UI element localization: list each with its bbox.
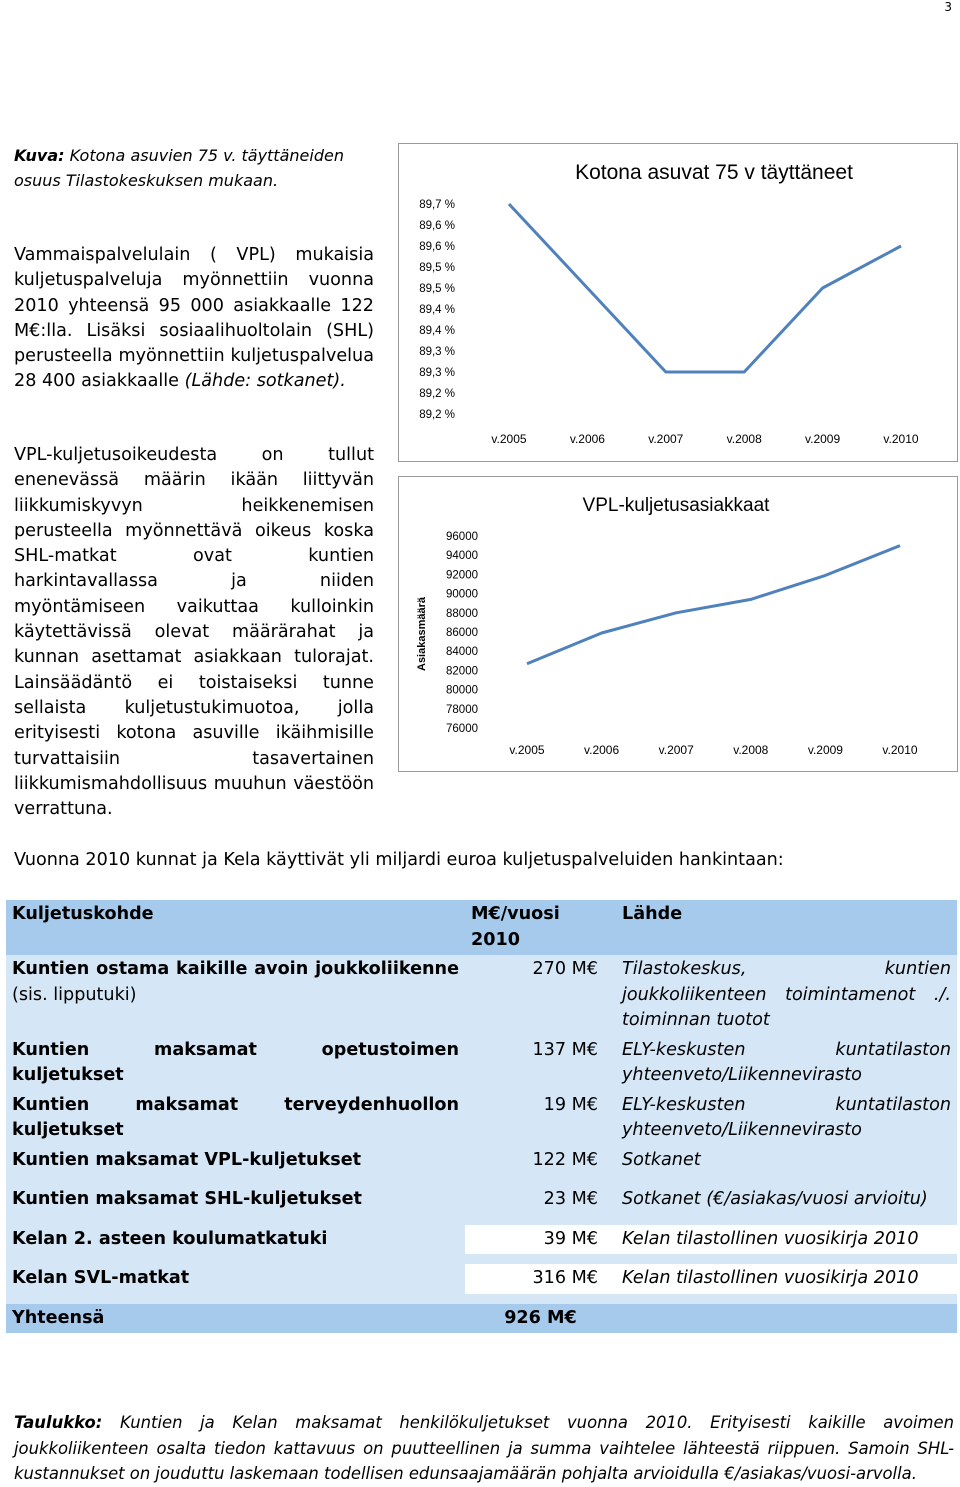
table-row [6, 1264, 957, 1294]
x-tick-label: v.2008 [726, 432, 762, 446]
table-caption [14, 1410, 954, 1487]
y-tick-label: 78000 [446, 703, 478, 716]
row-value: 316 M€ [465, 1264, 616, 1294]
paragraph-vpl-services [14, 243, 374, 395]
table-header-row [6, 900, 957, 955]
row-source: Tilastokeskus, kuntien joukkoliikenteen toimintamenot ./. toiminnan tuotot [616, 955, 957, 1036]
table-caption-text: Kuntien ja Kelan maksamat henkilökuljetukset vuonna 2010. Erityisesti kaikille avoimen joukkoliikenteen osalta tiedon kattavuus on puutteellinen ja summa vaihtelee lähteestä riippuen. Samoin SHL-kustannukset on jouduttu laskemaan todellisen edunsaajamäärän pohjalta arvioidulla €/asiakas/vuosi-arvolla. [14, 1413, 954, 1483]
header-value: M€/vuosi 2010 [465, 900, 616, 955]
x-tick-label: v.2005 [509, 743, 545, 757]
y-tick-label: 90000 [446, 588, 478, 601]
row-source: Kelan tilastollinen vuosikirja 2010 [616, 1225, 957, 1255]
x-tick-label: v.2005 [491, 432, 527, 446]
transport-costs-table [6, 900, 957, 1333]
paragraph1-text: Vammaispalvelulain ( VPL) mukaisia kuljetuspalveluja myönnettiin vuonna 2010 yhteensä 95 000 asiakkaalle 122 M€:lla. Lisäksi sosiaalihuoltolain (SHL) perusteella myönnettiin kuljetuspalvelua 28 400 asiakkaalle [14, 245, 374, 392]
table-row [6, 1225, 957, 1255]
y-tick-label: 92000 [446, 569, 478, 582]
series-line [509, 204, 901, 372]
y-tick-label: 94000 [446, 550, 478, 563]
paragraph-vpl-right: VPL-kuljetusoikeudesta on tullut enenevässä määrin ikään liittyvän liikkumiskyvyn heikkenemisen perusteella myönnettävä oikeus koska SHL-matkat ovat kuntien harkintavallassa ja niiden myöntämiseen vaikuttaa kulloinkin käytettävissä olevat määrärahat ja kunnan asettamat asiakkaan tulorajat. Lainsäädäntö ei toistaiseksi tunne sellaista kuljetustukimuotoa, jolla erityisesti kotona asuville ikäihmisille turvattaisiin tasavertainen liikkumismahdollisuus muuhun väestöön verrattuna. [14, 445, 374, 820]
chart-title: Kotona asuvat 75 v täyttäneet [575, 161, 853, 184]
row-item: Kuntien maksamat opetustoimen kuljetukset [6, 1036, 465, 1091]
row-item: Kuntien maksamat terveydenhuollon kuljetukset [6, 1091, 465, 1146]
y-tick-label: 80000 [446, 684, 478, 697]
y-tick-label: 89,5 % [419, 283, 455, 295]
y-tick-label: 82000 [446, 665, 478, 678]
y-tick-label: 88000 [446, 607, 478, 620]
chart-home-living [398, 143, 958, 462]
row-source: ELY-keskusten kuntatilaston yhteenveto/Liikennevirasto [616, 1036, 957, 1091]
y-tick-label: 89,6 % [419, 220, 455, 232]
chart-title: VPL-kuljetusasiakkaat [582, 495, 770, 516]
x-tick-label: v.2006 [569, 432, 605, 446]
y-axis-label: Asiakasmäärä [416, 596, 428, 672]
y-tick-label: 89,2 % [419, 388, 455, 400]
y-tick-label: 89,4 % [419, 304, 455, 316]
row-value: 19 M€ [465, 1091, 616, 1146]
row-item: Kelan 2. asteen koulumatkatuki [6, 1225, 465, 1255]
y-tick-label: 89,3 % [419, 367, 455, 379]
row-source: ELY-keskusten kuntatilaston yhteenveto/Liikennevirasto [616, 1091, 957, 1146]
row-value: 270 M€ [465, 955, 616, 1036]
x-tick-label: v.2006 [584, 743, 620, 757]
y-tick-label: 96000 [446, 531, 478, 543]
total-source [616, 1304, 957, 1334]
row-source: Sotkanet (€/asiakas/vuosi arvioitu) [616, 1185, 957, 1215]
table-row [6, 1185, 957, 1215]
row-item: Kuntien ostama kaikille avoin joukkoliikenne (sis. lipputuki) [6, 955, 465, 1036]
row-source: Kelan tilastollinen vuosikirja 2010 [616, 1264, 957, 1294]
table-row [6, 1036, 957, 1091]
header-source: Lähde [616, 900, 957, 955]
row-value: 23 M€ [465, 1185, 616, 1215]
row-value: 39 M€ [465, 1225, 616, 1255]
figure-caption [14, 143, 394, 193]
page-number: 3 [944, 0, 952, 14]
y-tick-label: 84000 [446, 646, 478, 659]
y-tick-label: 86000 [446, 627, 478, 639]
table-row [6, 955, 957, 1036]
caption-label: Kuva: [14, 146, 65, 165]
y-tick-label: 89,6 % [419, 241, 455, 253]
chart-vpl-clients [398, 476, 958, 772]
series-line [527, 546, 900, 664]
y-tick-label: 89,7 % [419, 199, 455, 211]
intro-line: Vuonna 2010 kunnat ja Kela käyttivät yli miljardi euroa kuljetuspalveluiden hankintaan: [14, 850, 784, 870]
row-value: 122 M€ [465, 1146, 616, 1176]
y-tick-label: 89,5 % [419, 262, 455, 274]
row-item: Kelan SVL-matkat [6, 1264, 465, 1294]
chart-vpl-clients-svg [399, 477, 957, 771]
row-item: Kuntien maksamat VPL-kuljetukset [6, 1146, 465, 1176]
table-total-row [6, 1304, 957, 1334]
header-item: Kuljetuskohde [6, 900, 465, 955]
x-tick-label: v.2010 [882, 743, 918, 757]
x-tick-label: v.2007 [658, 743, 694, 757]
row-value: 137 M€ [465, 1036, 616, 1091]
y-tick-label: 89,2 % [419, 409, 455, 421]
x-tick-label: v.2010 [883, 432, 919, 446]
x-tick-label: v.2007 [648, 432, 684, 446]
x-tick-label: v.2009 [807, 743, 843, 757]
x-tick-label: v.2008 [733, 743, 769, 757]
y-tick-label: 89,3 % [419, 346, 455, 358]
table-row [6, 1146, 957, 1176]
y-tick-label: 76000 [446, 723, 478, 735]
total-label: Yhteensä [6, 1304, 465, 1334]
y-tick-label: 89,4 % [419, 325, 455, 337]
chart-home-living-svg [399, 144, 957, 461]
row-source: Sotkanet [616, 1146, 957, 1176]
table-caption-label: Taulukko: [14, 1413, 103, 1432]
total-value: 926 M€ [465, 1304, 616, 1334]
table-row [6, 1091, 957, 1146]
paragraph1-source: (Lähde: sotkanet). [184, 371, 346, 392]
row-item: Kuntien maksamat SHL-kuljetukset [6, 1185, 465, 1215]
caption-text: Kotona asuvien 75 v. täyttäneiden osuus Tilastokeskuksen mukaan. [14, 146, 344, 190]
x-tick-label: v.2009 [805, 432, 841, 446]
